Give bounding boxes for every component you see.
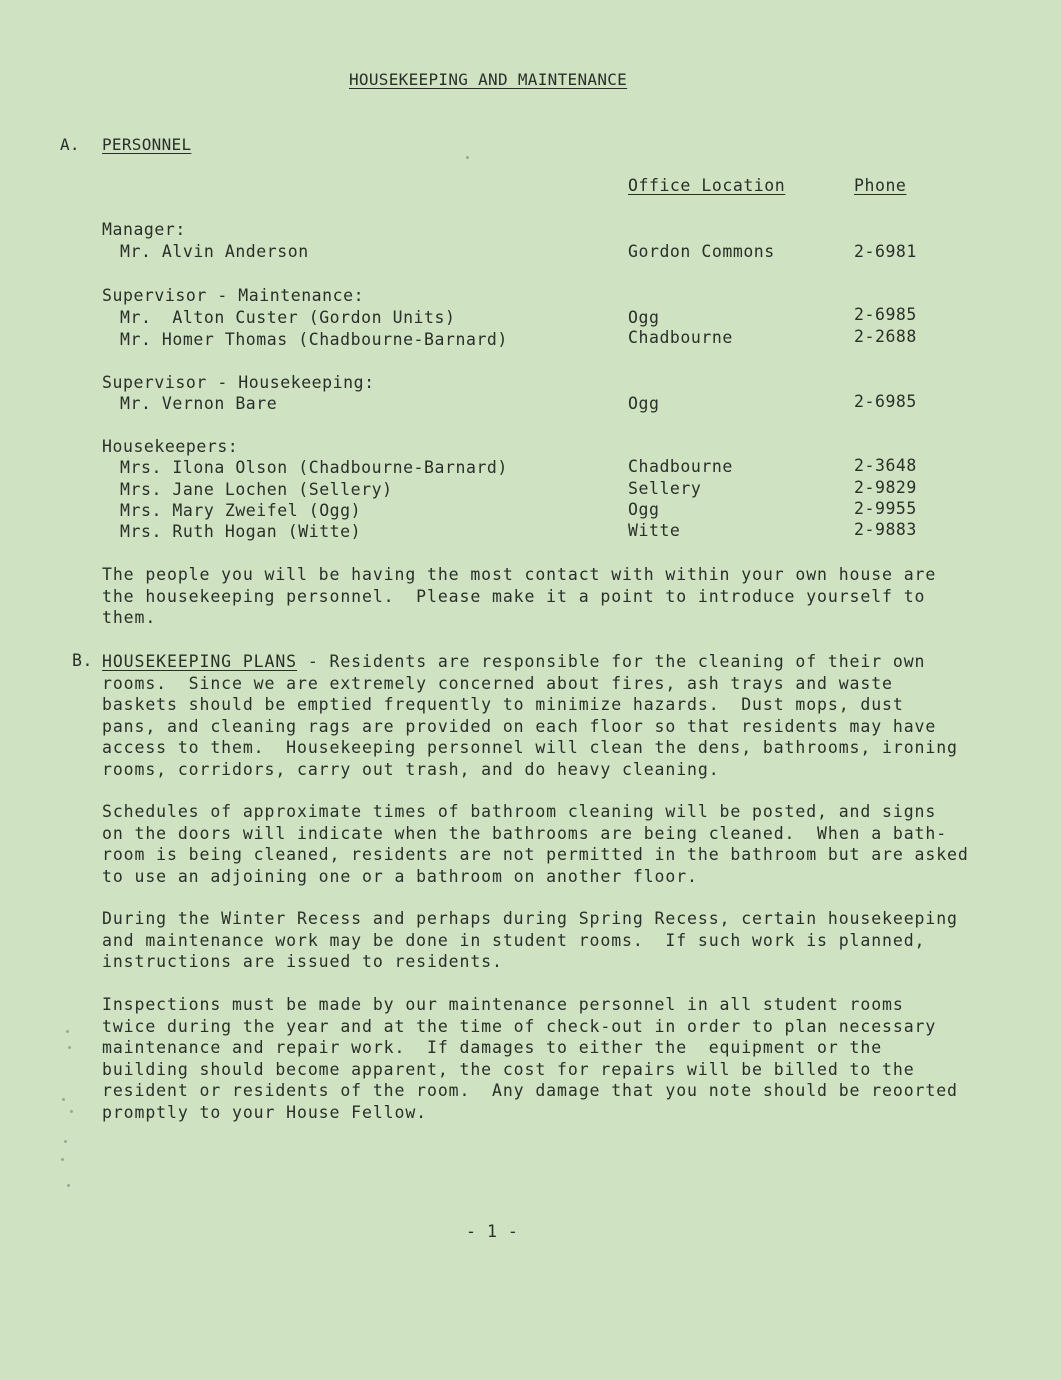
text-line: During the Winter Recess and perhaps during Spring Recess, certain housekeeping (102, 909, 958, 928)
text-line: twice during the year and at the time of check-out in order to plan necessary (102, 1016, 937, 1036)
page-number: - 1 - (466, 1222, 519, 1241)
housekeeping-plans-paragraph (102, 651, 982, 781)
column-header-phone: Phone (854, 176, 907, 195)
text-line: promptly to your House Fellow. (102, 1102, 428, 1122)
text-line: maintenance and repair work. If damages to either the equipment or the (102, 1038, 883, 1058)
text-line: Schedules of approximate times of bathroom cleaning will be posted, and signs (102, 802, 937, 821)
scan-speck (62, 1098, 65, 1101)
person-office: Witte (628, 521, 681, 540)
person-office: Sellery (628, 479, 702, 498)
text-line: them. (102, 608, 157, 628)
column-header-office: Office Location (628, 176, 786, 195)
text-line: resident or residents of the room. Any damage that you note should be reoorted (102, 1081, 958, 1101)
person-office: Gordon Commons (628, 242, 775, 261)
person-name: Mrs. Ruth Hogan (Witte) (120, 522, 362, 541)
inspections-paragraph (102, 994, 982, 1124)
person-name: Mr. Vernon Bare (120, 394, 278, 413)
person-phone: 2-9955 (854, 499, 917, 518)
text-line: access to them. Housekeeping personnel will clean the dens, bathrooms, ironing (102, 738, 958, 758)
text-line: pans, and cleaning rags are provided on each floor so that residents may have (102, 716, 937, 736)
group-label-supervisor-maintenance: Supervisor - Maintenance: (102, 286, 365, 305)
scan-speck (66, 1030, 69, 1033)
person-office: Chadbourne (628, 457, 733, 476)
bathroom-schedule-paragraph (102, 801, 982, 887)
person-office: Ogg (628, 394, 660, 413)
personnel-note (102, 564, 982, 629)
group-label-supervisor-housekeeping: Supervisor - Housekeeping: (102, 373, 375, 392)
text-line: the housekeeping personnel. Please make it a point to introduce yourself to (102, 586, 926, 606)
person-office: Chadbourne (628, 328, 733, 347)
text-line: room is being cleaned, residents are not permitted in the bathroom but are asked (102, 845, 969, 865)
section-b-heading: HOUSEKEEPING PLANS (102, 652, 298, 671)
text-line: and maintenance work may be done in student rooms. If such work is planned, (102, 930, 926, 950)
person-phone: 2-9829 (854, 478, 917, 497)
text-line: instructions are issued to residents. (102, 952, 503, 972)
text-line: rooms. Since we are extremely concerned about fires, ash trays and waste (102, 673, 893, 693)
person-name: Mr. Alton Custer (Gordon Units) (120, 308, 456, 327)
group-label-housekeepers: Housekeepers: (102, 437, 239, 456)
person-phone: 2-3648 (854, 456, 917, 475)
scan-speck (68, 1046, 71, 1049)
scan-speck (64, 1140, 67, 1143)
person-name: Mr. Homer Thomas (Chadbourne-Barnard) (120, 330, 508, 349)
scan-speck (61, 1158, 64, 1161)
person-phone: 2-6981 (854, 242, 917, 261)
page-title: HOUSEKEEPING AND MAINTENANCE (349, 70, 628, 89)
recess-paragraph (102, 908, 982, 973)
text-line (102, 651, 982, 673)
section-a-heading: PERSONNEL (102, 135, 192, 154)
section-b-letter: B. (72, 651, 93, 670)
text-line: building should become apparent, the cost for repairs will be billed to the (102, 1059, 915, 1079)
person-name: Mrs. Ilona Olson (Chadbourne-Barnard) (120, 458, 508, 477)
person-phone: 2-6985 (854, 305, 917, 324)
person-name: Mr. Alvin Anderson (120, 242, 309, 261)
text-line: The people you will be having the most contact with within your own house are (102, 565, 937, 584)
group-label-manager: Manager: (102, 220, 186, 239)
text-line: Inspections must be made by our maintenance personnel in all student rooms (102, 995, 904, 1014)
person-name: Mrs. Jane Lochen (Sellery) (120, 480, 393, 499)
person-office: Ogg (628, 308, 660, 327)
person-office: Ogg (628, 500, 660, 519)
section-a-letter: A. (60, 135, 80, 154)
text-line: to use an adjoining one or a bathroom on another floor. (102, 866, 698, 886)
person-phone: 2-9883 (854, 520, 917, 539)
text-line: baskets should be emptied frequently to minimize hazards. Dust mops, dust (102, 695, 904, 715)
person-name: Mrs. Mary Zweifel (Ogg) (120, 501, 362, 520)
text-line: on the doors will indicate when the bathrooms are being cleaned. When a bath- (102, 823, 948, 843)
text-line: rooms, corridors, carry out trash, and do heavy cleaning. (102, 759, 720, 779)
person-phone: 2-6985 (854, 392, 917, 411)
person-phone: 2-2688 (854, 327, 917, 346)
section-b-first-line: - Residents are responsible for the cleaning of their own (297, 652, 926, 671)
scan-speck (466, 156, 469, 159)
scan-speck (67, 1184, 70, 1187)
scan-speck (70, 1110, 73, 1113)
